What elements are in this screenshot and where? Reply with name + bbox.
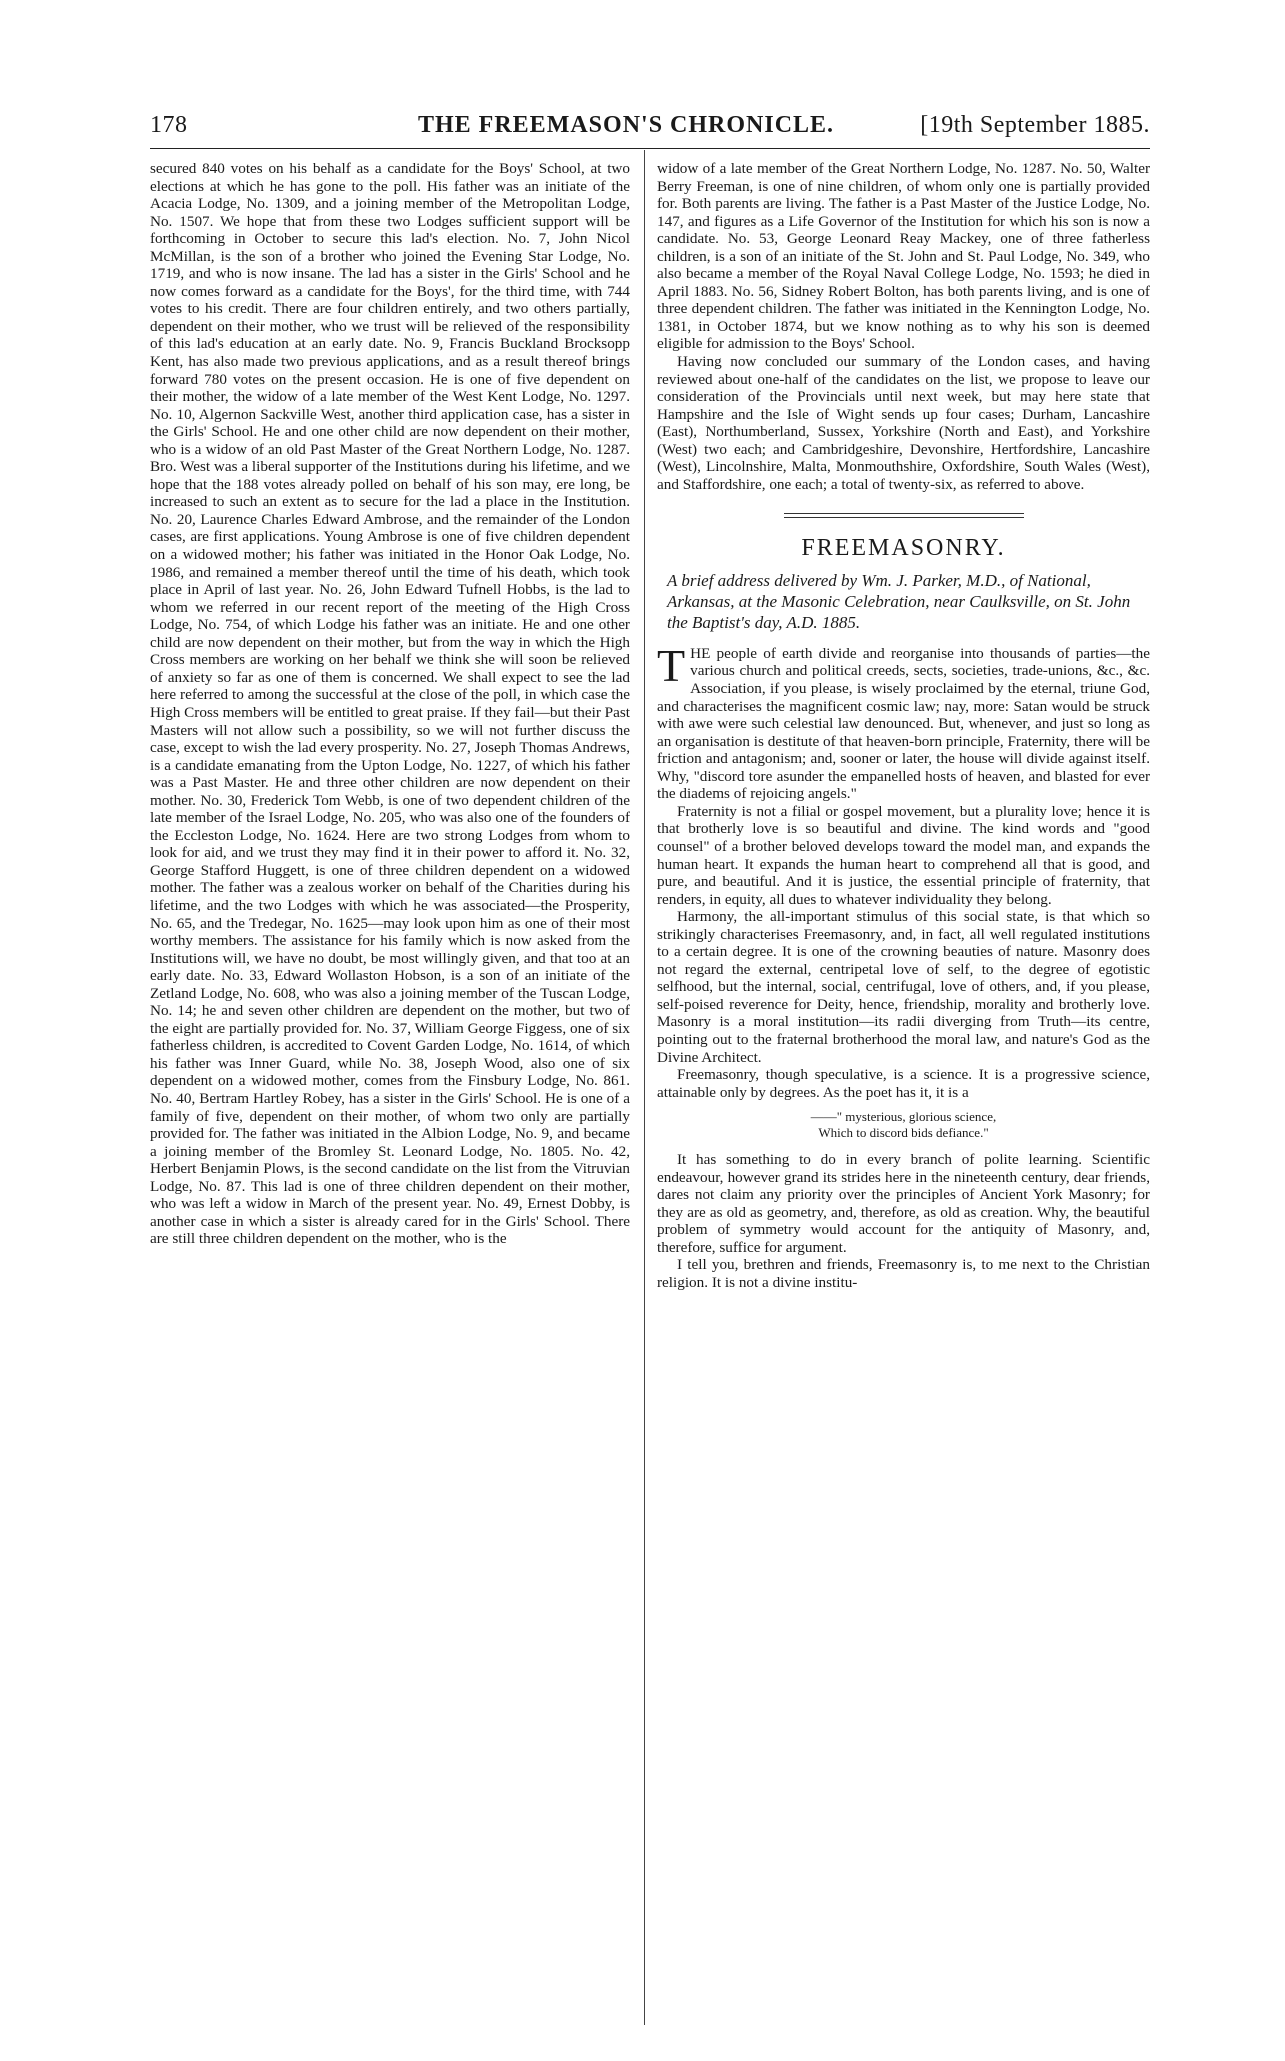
paragraph-science: Freemasonry, though speculative, is a science. It is a progressive science, attainable only by degrees. As the poet has it, it is a [657, 1066, 1150, 1101]
left-column-text: secured 840 votes on his behalf as a candidate for the Boys' School, at two elections at which he has gone to the poll. His father was an initiate of the Acacia Lodge, No. 1309, and a joining member of the Metropolitan Lodge, No. 1507. We hope that from these two Lodges sufficient support will be forthcoming in October to secure this lad's election. No. 7, John Nicol McMillan, is the son of a brother who joined the Evening Star Lodge, No. 1719, and who is now insane. The lad has a sister in the Girls' School and he now comes forward as a candidate for the Boys', for the third time, with 744 votes to his credit. There are four children entirely, and two others partially, dependent on their mother, who we trust will be relieved of the responsibility of this lad's education at an early date. No. 9, Francis Buckland Brocksopp Kent, has also made two previous applications, and as a result thereof brings forward 780 votes on the present occasion. He is one of five dependent on their mother, the widow of a late member of the West Kent Lodge, No. 1297. No. 10, Algernon Sackville West, another third application case, has a sister in the Girls' School. He and one other child are now dependent on their mother, who is a widow of an old Past Master of the Great Northern Lodge, No. 1287. Bro. West was a liberal supporter of the Institutions during his lifetime, and we hope that the 188 votes already polled on behalf of his son may, ere long, be increased to such an extent as to secure for the lad a place in the Institution. No. 20, Laurence Charles Edward Ambrose, and the remainder of the London cases, are first applications. Young Ambrose is one of five children dependent on a widowed mother; his father was initiated in the Honor Oak Lodge, No. 1986, and remained a member thereof until the time of his death, which took place in April of last year. No. 26, John Edward Tufnell Hobbs, is the lad to whom we referred in our recent report of the meeting of the High Cross Lodge, No. 754, of which Lodge his father was an initiate. He and one other child are now dependent on their mother, but from the way in which the High Cross members are working on her behalf we think she will soon be relieved of anxiety so far as one of them is concerned. We shall expect to see the lad here referred to among the successful at the close of the poll, in which case the High Cross members will be entitled to great praise. If they fail—but their Past Masters will not allow such a possibility, so we will not further discuss the case, except to wish the lad every prosperity. No. 27, Joseph Thomas Andrews, is a candidate emanating from the Upton Lodge, No. 1227, of which his father was a Past Master. He and three other children are now dependent on their mother. No. 30, Frederick Tom Webb, is one of two dependent children of the late member of the Israel Lodge, No. 205, who was also one of the founders of the Eccleston Lodge, No. 1624. Here are two strong Lodges from whom to look for aid, and we trust they may find it in their power to afford it. No. 32, George Stafford Huggett, is one of three children dependent on a widowed mother. The father was a zealous worker on behalf of the Charities during his lifetime, and the two Lodges with which he was associated—the Prosperity, No. 65, and the Tredegar, No. 1625—may look upon him as one of their most worthy members. The assistance for his family which is now asked from the Institutions will, we have no doubt, be most willingly given, and that too at an early date. No. 33, Edward Wollaston Hobson, is a son of an initiate of the Zetland Lodge, No. 608, who was also a joining member of the Tuscan Lodge, No. 14; he and seven other children are dependent on the mother, but two of the eight are partially provided for. No. 37, William George Figgess, one of six fatherless children, is accredited to Covent Garden Lodge, No. 1614, of which his father was Inner Guard, while No. 38, Joseph Wood, also one of six dependent on a widowed mother, comes from the Finsbury Lodge, No. 861. No. 40, Bertram Hartley Robey, has a sister in the Girls' School. He is one of a family of five, dependent on their mother, of whom two only are partially provided for. The father was initiated in the Albion Lodge, No. 9, and became a joining member of the Bromley St. Leonard Lodge, No. 1805. No. 42, Herbert Benjamin Plows, is the second candidate on the list from the Vitruvian Lodge, No. 87. This lad is one of three children dependent on their mother, who was left a widow in March of the present year. No. 49, Ernest Dobby, is another case in which a sister is already cared for in the Girls' School. There are still three children dependent on the mother, who is the [150, 160, 630, 1248]
quote-line: ——" mysterious, glorious science, [810, 1109, 997, 1125]
article-subtitle: A brief address delivered by Wm. J. Parker, M.D., of National, Arkansas, at the Masonic Celebration, near Caulksville, on St. John the Baptist's day, A.D. 1885. [667, 570, 1131, 632]
paragraph-closing: I tell you, brethren and friends, Freemasonry is, to me next to the Christian religion. It is not a divine institu- [657, 1256, 1150, 1291]
verse-quote [657, 1109, 1150, 1141]
section-separator [784, 513, 1024, 518]
header-rule [150, 148, 1150, 149]
paragraph-widow-cases: widow of a late member of the Great Northern Lodge, No. 1287. No. 50, Walter Berry Freeman, is one of nine children, of whom only one is partially provided for. Both parents are living. The father is a Past Master of the Justice Lodge, No. 147, and figures as a Life Governor of the Institution for which his son is now a candidate. No. 53, George Leonard Reay Mackey, one of three fatherless children, is a son of an initiate of the St. John and St. Paul Lodge, No. 349, who also became a member of the Royal Naval College Lodge, No. 1593; he died in April 1883. No. 56, Sidney Robert Bolton, has both parents living, and is one of three dependent children. The father was initiated in the Kennington Lodge, No. 1381, in October 1874, but we know nothing as to why his son is deemed eligible for admission to the Boys' School. [657, 160, 1150, 353]
drop-cap: T [657, 639, 686, 691]
section-title: FREEMASONRY. [801, 535, 1006, 562]
paragraph-opening [657, 639, 1150, 803]
paragraph-opening-text: HE people of earth divide and reorganise into thousands of parties—the various church and political creeds, sects, societies, trade-unions, &c., &c. Association, if you please, is wisely proclaimed by the eternal, triune God, and characterises the magnificent cosmic law; nay, more: Satan would be struck with awe were such celestial law denounced. But, whenever, and just so long as an organisation is destitute of that heaven-born principle, Fraternity, there will be friction and antagonism; and, sooner or later, the house will divide against itself. Why, "discord tore asunder the empanelled hosts of heaven, and blasted for ever the diadems of rejoicing angels." [657, 644, 1150, 803]
running-head [150, 112, 1150, 146]
column-divider [644, 150, 645, 2025]
paragraph-fraternity: Fraternity is not a filial or gospel movement, but a plurality love; hence it is that brotherly love is so beautiful and divine. The kind words and "good counsel" of a brother beloved develops toward the model man, and expands the human heart. It expands the human heart to comprehend all that is good, and pure, and beautiful. And it is justice, the essential principle of fraternity, that renders, in equity, all dues to whatever individuality they belong. [657, 802, 1150, 908]
right-column [657, 160, 1150, 2030]
publication-title: THE FREEMASON'S CHRONICLE. [418, 112, 835, 138]
left-column [150, 160, 630, 2030]
quote-line: Which to discord bids defiance." [818, 1125, 989, 1141]
paragraph-harmony: Harmony, the all-important stimulus of this social state, is that which so strikingly characterises Freemasonry, and, in fact, all well regulated institutions to a certain degree. It is one of the crowning beauties of nature. Masonry does not regard the external, centripetal love of self, to the degree of egotistic selfhood, but the internal, social, centrifugal, love of others, and, if you please, self-poised reverence for Deity, hence, friendship, morality and brotherly love. Masonry is a moral institution—its radii diverging from Truth—its centre, pointing out to the fraternal brotherhood the moral law, and nature's God as the Divine Architect. [657, 908, 1150, 1066]
paragraph-polite-learning: It has something to do in every branch of polite learning. Scientific endeavour, however grand its strides here in the nineteenth century, dear friends, dares not claim any priority over the principles of Ancient York Masonry; for they are as old as geometry, and, therefore, as old as creation. Why, the beautiful problem of symmetry would account for the antiquity of Masonry, and, therefore, suffice for argument. [657, 1151, 1150, 1256]
paragraph-summary: Having now concluded our summary of the London cases, and having reviewed about one-half of the candidates on the list, we propose to leave our consideration of the Provincials until next week, but may here state that Hampshire and the Isle of Wight sends up four cases; Durham, Lancashire (East), Northumberland, Sussex, Yorkshire (North and East), and Yorkshire (West) two each; and Cambridgeshire, Devonshire, Hertfordshire, Lancashire (West), Lincolnshire, Malta, Monmouthshire, Oxfordshire, South Wales (West), and Staffordshire, one each; a total of twenty-six, as referred to above. [657, 353, 1150, 493]
issue-date: [19th September 1885. [920, 112, 1150, 138]
page-number: 178 [150, 112, 188, 138]
